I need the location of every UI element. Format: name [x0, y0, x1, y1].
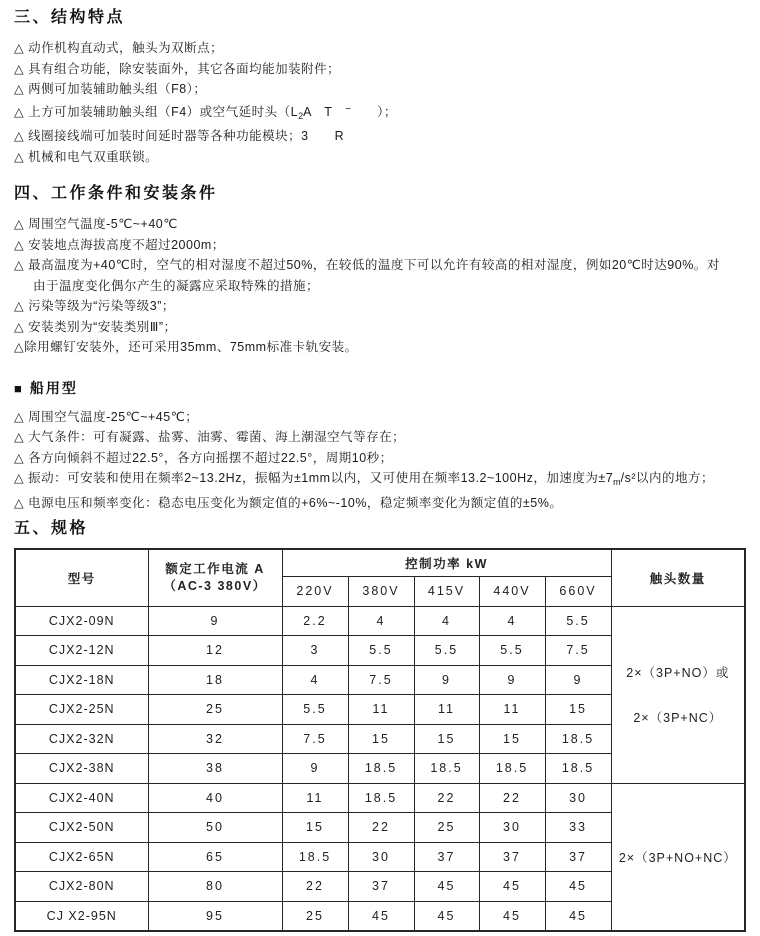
bullet-line: △ 动作机构直动式，触头为双断点； — [14, 41, 224, 55]
power-cell: 25 — [414, 813, 479, 843]
power-cell: 2.2 — [282, 606, 348, 636]
current-cell: 9 — [148, 606, 282, 636]
conditions-list — [14, 214, 746, 358]
text-segment: − — [345, 103, 352, 115]
text-segment: △ 振动：可安装和使用在频率2~13.2Hz，振幅为±1mm以内，又可使用在频率13.2~100Hz，加速度为±7 — [14, 471, 614, 485]
current-cell: 12 — [148, 636, 282, 666]
text-segment: △ 线圈接线端可加装时间延时器等各种功能模块； — [14, 129, 302, 143]
bullet-line: △ 周围空气温度-5℃~+40℃ — [14, 217, 178, 231]
text-segment: ）； — [351, 104, 397, 119]
power-cell: 18.5 — [348, 754, 414, 784]
model-cell: CJX2-18N — [15, 665, 148, 695]
model-cell: CJX2-50N — [15, 813, 148, 843]
bullet-line — [14, 100, 746, 127]
bullet-line-text: △ 最高温度为+40℃时，空气的相对湿度不超过50%，在较低的温度下可以允许有较高的相对湿度，例如20℃时达90%。对 — [14, 258, 720, 272]
power-cell: 22 — [282, 872, 348, 902]
power-cell: 45 — [479, 901, 545, 931]
power-cell: 5.5 — [348, 636, 414, 666]
power-cell: 45 — [414, 872, 479, 902]
model-cell: CJX2-38N — [15, 754, 148, 784]
power-cell: 30 — [545, 783, 611, 813]
power-cell: 18.5 — [282, 842, 348, 872]
power-cell: 18.5 — [414, 754, 479, 784]
model-cell: CJX2-25N — [15, 695, 148, 725]
text-segment: /s²以内的地方； — [620, 471, 715, 485]
power-cell: 15 — [479, 724, 545, 754]
power-cell: 22 — [348, 813, 414, 843]
bullet-line: △ 机械和电气双重联锁。 — [14, 149, 159, 164]
bullet-line: △ 安装地点海拔高度不超过2000m； — [14, 237, 225, 252]
power-cell: 9 — [282, 754, 348, 784]
spec-table — [14, 548, 746, 932]
power-cell: 4 — [282, 665, 348, 695]
power-cell: 18.5 — [545, 754, 611, 784]
power-cell: 18.5 — [545, 724, 611, 754]
model-cell: CJX2-80N — [15, 872, 148, 902]
current-cell: 25 — [148, 695, 282, 725]
current-cell: 38 — [148, 754, 282, 784]
power-cell: 11 — [348, 695, 414, 725]
power-cell: 11 — [282, 783, 348, 813]
bullet-line: △除用螺钉安装外，还可采用35mm、75mm标准卡轨安装。 — [14, 340, 358, 354]
current-cell: 18 — [148, 665, 282, 695]
power-cell: 4 — [348, 606, 414, 636]
power-cell: 9 — [545, 665, 611, 695]
bullet-line: △ 各方向倾斜不超过22.5°，各方向摇摆不超过22.5°，周期10秒； — [14, 450, 393, 465]
power-cell: 7.5 — [282, 724, 348, 754]
text-segment: m — [613, 477, 621, 487]
bullet-line — [14, 255, 746, 296]
power-cell: 15 — [545, 695, 611, 725]
power-cell: 4 — [414, 606, 479, 636]
bullet-line: △ 周围空气温度-25℃~+45℃； — [14, 409, 199, 424]
text-segment: A T — [303, 104, 346, 119]
text-segment — [309, 129, 335, 143]
col-header-voltage: 440V — [479, 576, 545, 606]
model-cell: CJX2-09N — [15, 606, 148, 636]
power-cell: 30 — [479, 813, 545, 843]
power-cell: 30 — [348, 842, 414, 872]
current-cell: 65 — [148, 842, 282, 872]
col-header-contacts: 触头数量 — [611, 549, 745, 606]
bullet-line: △ 电源电压和频率变化：稳态电压变化为额定值的+6%~-10%，稳定频率变化为额定值的±5%。 — [14, 495, 563, 510]
bullet-line: △ 污染等级为“污染等级3”； — [14, 299, 175, 313]
structure-features-list — [14, 38, 746, 167]
contacts-line: 2×（3P+NC） — [633, 711, 723, 725]
power-cell: 15 — [348, 724, 414, 754]
contacts-cell — [611, 783, 745, 931]
spec-table-head — [15, 549, 745, 606]
header-row-top — [15, 549, 745, 576]
contacts-line: 2×（3P+NO+NC） — [618, 850, 737, 865]
power-cell: 25 — [282, 901, 348, 931]
power-cell: 33 — [545, 813, 611, 843]
model-cell: CJX2-40N — [15, 783, 148, 813]
power-cell: 37 — [545, 842, 611, 872]
table-row — [15, 783, 745, 813]
power-cell: 37 — [414, 842, 479, 872]
current-cell: 95 — [148, 901, 282, 931]
power-cell: 7.5 — [348, 665, 414, 695]
col-header-current-line2: （AC-3 380V） — [163, 578, 267, 593]
spec-table-body — [15, 606, 745, 931]
power-cell: 18.5 — [348, 783, 414, 813]
power-cell: 11 — [414, 695, 479, 725]
model-cell: CJX2-12N — [15, 636, 148, 666]
power-cell: 45 — [479, 872, 545, 902]
bullet-line: △ 大气条件：可有凝露、盐雾、油雾、霉菌、海上潮湿空气等存在； — [14, 430, 406, 444]
bullet-line-text: 由于温度变化偶尔产生的凝露应采取特殊的措施； — [33, 278, 320, 293]
section-conditions-title: 四、工作条件和安装条件 — [14, 185, 218, 202]
power-cell: 9 — [479, 665, 545, 695]
power-cell: 45 — [545, 901, 611, 931]
power-cell: 5.5 — [479, 636, 545, 666]
current-cell: 40 — [148, 783, 282, 813]
model-cell: CJX2-65N — [15, 842, 148, 872]
power-cell: 37 — [479, 842, 545, 872]
power-cell: 37 — [348, 872, 414, 902]
power-cell: 5.5 — [545, 606, 611, 636]
col-header-voltage: 220V — [282, 576, 348, 606]
col-header-voltage: 415V — [414, 576, 479, 606]
power-cell: 7.5 — [545, 636, 611, 666]
contacts-cell — [611, 606, 745, 783]
power-cell: 11 — [479, 695, 545, 725]
col-header-power: 控制功率 kW — [282, 549, 611, 576]
bullet-line — [14, 468, 746, 493]
power-cell: 5.5 — [282, 695, 348, 725]
marine-conditions-list — [14, 407, 746, 514]
marine-type-label: 船用型 — [29, 379, 78, 396]
table-row — [15, 606, 745, 636]
power-cell: 4 — [479, 606, 545, 636]
power-cell: 45 — [348, 901, 414, 931]
col-header-current — [148, 549, 282, 606]
text-segment: R — [334, 129, 345, 143]
power-cell: 22 — [479, 783, 545, 813]
col-header-voltage: 660V — [545, 576, 611, 606]
current-cell: 32 — [148, 724, 282, 754]
text-segment: 2 — [298, 110, 304, 121]
text-segment: △ 上方可加装辅助触头组（F4）或空气延时头（L — [14, 104, 299, 119]
power-cell: 3 — [282, 636, 348, 666]
bullet-line: △ 两侧可加装辅助触头组（F8）； — [14, 82, 207, 96]
bullet-line: △ 安装类别为“安装类别Ⅲ”； — [14, 319, 177, 334]
col-header-current-line1: 额定工作电流 A — [165, 561, 265, 576]
current-cell: 80 — [148, 872, 282, 902]
text-segment: 3 — [301, 129, 309, 143]
power-cell: 9 — [414, 665, 479, 695]
col-header-model: 型号 — [15, 549, 148, 606]
col-header-voltage: 380V — [348, 576, 414, 606]
marine-type-heading — [14, 378, 746, 399]
power-cell: 45 — [414, 901, 479, 931]
power-cell: 5.5 — [414, 636, 479, 666]
power-cell: 15 — [282, 813, 348, 843]
power-cell: 18.5 — [479, 754, 545, 784]
model-cell: CJ X2-95N — [15, 901, 148, 931]
section-specs-title: 五、规格 — [14, 520, 89, 537]
current-cell: 50 — [148, 813, 282, 843]
model-cell: CJX2-32N — [15, 724, 148, 754]
bullet-line: △ 具有组合功能，除安装面外，其它各面均能加装附件； — [14, 61, 341, 76]
power-cell: 45 — [545, 872, 611, 902]
power-cell: 22 — [414, 783, 479, 813]
power-cell: 15 — [414, 724, 479, 754]
contacts-line: 2×（3P+NO）或 — [626, 666, 730, 680]
square-bullet-icon: ■ — [14, 380, 24, 396]
bullet-line — [14, 126, 746, 147]
section-structure-title: 三、结构特点 — [14, 9, 126, 26]
